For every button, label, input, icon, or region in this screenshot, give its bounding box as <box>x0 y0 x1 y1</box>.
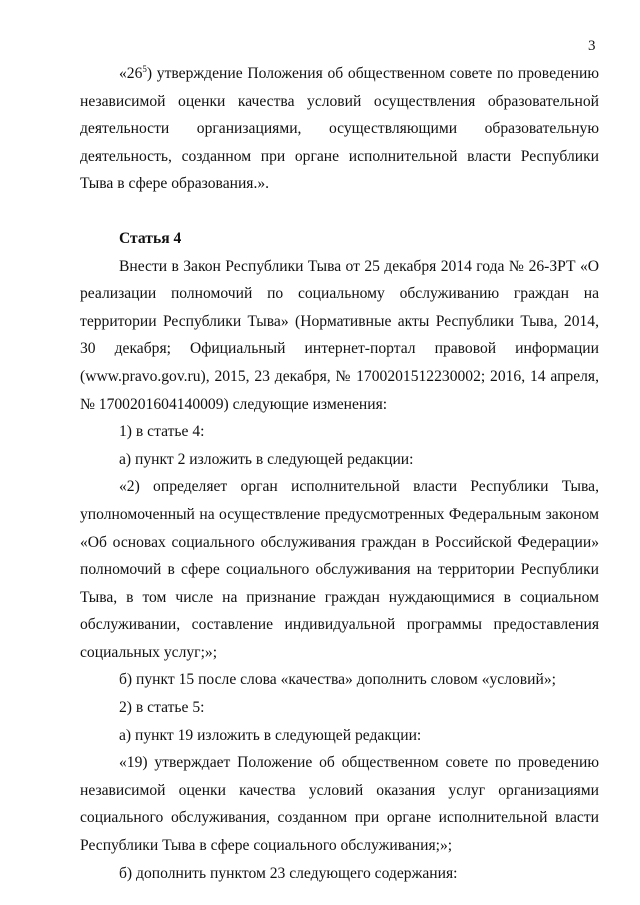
paragraph-item-15: б) пункт 15 после слова «качества» дополнить словом «условий»; <box>119 671 556 689</box>
paragraph-26-5-text: ) утверждение Положения об общественном совете по проведению независимой оценки качества условий осуществления образовательной деятельности организациями, осуществляющими образовательную деятельность, созданном при органе исполнительной власти Республики Тыва в сфере образования.». <box>80 65 599 193</box>
paragraph-item-23-intro: б) дополнить пунктом 23 следующего содержания: <box>119 864 458 882</box>
paragraph-26-5 <box>80 60 599 198</box>
document-body <box>80 60 599 887</box>
paragraph-item-2-text: «2) определяет орган исполнительной власти Республики Тыва, уполномоченный на осуществление предусмотренных Федеральным законом «Об основах социального обслуживания граждан в Российской Федерации» полномочий в сфере социального обслуживания на территории Республики Тыва, в том числе на признание граждан нуждающимися в социальном обслуживании, составление индивидуальной программы предоставления социальных услуг;»; <box>80 478 599 661</box>
paragraph-item-19-intro: а) пункт 19 изложить в следующей редакции: <box>119 726 422 744</box>
paragraph-amend-law: Внести в Закон Республики Тыва от 25 декабря 2014 года № 26-ЗРТ «О реализации полномочий по социальному обслуживанию граждан на территории Республики Тыва» (Нормативные акты Республики Тыва, 2014, 30 декабря; Официальный интернет-портал правовой информации (www.pravo.gov.ru), 2015, 23 декабря, № 1700201512230002; 2016, 14 апреля, № 1700201604140009) следующие изменения: <box>80 257 599 413</box>
article-4-heading: Статья 4 <box>119 229 182 247</box>
paragraph-article-4-item: 1) в статье 4: <box>119 423 205 441</box>
page-number: 3 <box>588 38 596 54</box>
paragraph-item-19-text: «19) утверждает Положение об общественном совете по проведению независимой оценки качества условий оказания услуг организациями социального обслуживания, созданном при органе исполнительной власти Республики Тыва в сфере социального обслуживания;»; <box>80 754 599 855</box>
paragraph-26-5-prefix: «26 <box>119 65 143 82</box>
paragraph-26-5-superscript: 5 <box>142 64 147 74</box>
paragraph-article-5-item: 2) в статье 5: <box>119 699 205 717</box>
paragraph-item-2-intro: а) пункт 2 изложить в следующей редакции: <box>119 450 414 468</box>
